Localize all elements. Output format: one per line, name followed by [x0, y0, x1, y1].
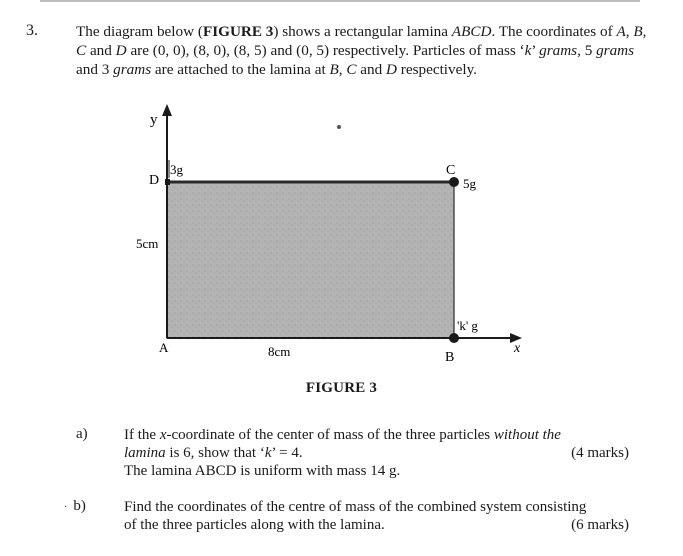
part-a-text-fragment: -coordinate of the center of mass of the three particles — [166, 427, 494, 443]
particle-c-marker — [449, 177, 459, 187]
question-intro-fragment: grams — [113, 61, 152, 78]
question-intro-fragment: D — [386, 61, 397, 78]
question-intro-fragment: ) shows a rectangular lamina — [273, 23, 452, 40]
question-intro-fragment: , — [625, 23, 634, 40]
part-b-text — [124, 498, 629, 534]
part-b-line-1 — [124, 498, 629, 516]
part-b-text-fragment: Find the coordinates of the centre of mass of the combined system consisting — [124, 499, 587, 515]
part-a-line-3 — [124, 462, 629, 480]
figure-caption: FIGURE 3 — [305, 380, 378, 396]
question-intro-fragment: , — [642, 23, 647, 40]
question-intro-fragment: and 3 — [76, 61, 114, 78]
question-number: 3. — [26, 22, 38, 39]
question-intro-fragment: and — [356, 61, 387, 78]
question-intro-fragment: , 5 — [577, 42, 597, 59]
scan-speck — [337, 125, 341, 129]
height-label: 5cm — [136, 236, 159, 251]
part-a-italic-fragment: without the — [493, 427, 561, 443]
question-intro-fragment: C — [76, 42, 87, 59]
question-intro-fragment: are (0, 0), (8, 0), (8, 5) and (0, 5) respectively. Particles of mass ‘ — [126, 42, 525, 59]
question-intro-fragment: . The coordinates of — [491, 23, 617, 40]
vertex-d-label: D — [149, 173, 160, 188]
mass-d-label: 3g — [170, 162, 183, 177]
mass-c-label: 5g — [463, 176, 476, 191]
part-b-label: · b) — [64, 498, 86, 514]
width-label: 8cm — [268, 344, 291, 359]
question-intro-fragment: grams — [596, 42, 635, 59]
question-intro-fragment: C — [346, 61, 357, 78]
question-intro-fragment: B — [633, 23, 643, 40]
vertex-c-label: C — [446, 163, 456, 178]
question-intro-fragment: , — [338, 61, 347, 78]
part-a-marks: (4 marks) — [571, 445, 629, 461]
part-b-marks: (6 marks) — [571, 517, 629, 533]
question-intro-fragment: D — [115, 42, 127, 59]
question-intro-fragment: respectively. — [397, 61, 477, 78]
particle-d-marker — [165, 179, 170, 185]
question-intro-fragment: The diagram below ( — [76, 23, 203, 40]
particle-b-marker — [449, 333, 459, 343]
y-axis-arrowhead — [162, 104, 172, 116]
question-intro-fragment: and — [86, 42, 116, 59]
part-a-text — [124, 426, 629, 480]
question-intro-fragment: grams — [539, 42, 578, 59]
part-a-k-symbol: k — [264, 445, 272, 461]
question-intro-fragment: FIGURE 3 — [202, 23, 274, 40]
part-b-line-2 — [124, 516, 629, 534]
question-intro-fragment: are attached to the lamina at — [151, 61, 330, 78]
question-intro-fragment: B — [329, 61, 339, 78]
part-a-line-1 — [124, 426, 629, 444]
part-a-italic-fragment: lamina — [124, 445, 166, 461]
part-a-label: a) — [76, 426, 88, 442]
mass-b-label: 'k' g — [457, 318, 478, 333]
part-a-x-symbol: x — [159, 427, 167, 443]
question-intro-fragment: ABCD — [451, 23, 492, 40]
vertex-a-label: A — [159, 340, 169, 355]
lamina-abcd — [167, 182, 454, 338]
part-a-line-2 — [124, 444, 629, 462]
question-intro-fragment: A — [616, 23, 626, 40]
vertex-b-label: B — [445, 350, 455, 365]
question-intro-fragment: k — [524, 42, 532, 59]
part-a-text-fragment: ’ = 4. — [271, 445, 303, 461]
part-b-label-text: b) — [73, 498, 86, 514]
x-axis-label: x — [514, 341, 521, 356]
part-a-lamina-statement: The lamina ABCD is uniform with mass 14 g. — [124, 463, 401, 479]
y-axis-label: y — [150, 112, 158, 128]
part-a-text-fragment: is 6, show that ‘ — [165, 445, 265, 461]
part-a-text-fragment: If the — [124, 427, 160, 443]
part-b-text-fragment: of the three particles along with the lamina. — [124, 517, 385, 533]
question-intro-fragment: ’ — [531, 42, 540, 59]
